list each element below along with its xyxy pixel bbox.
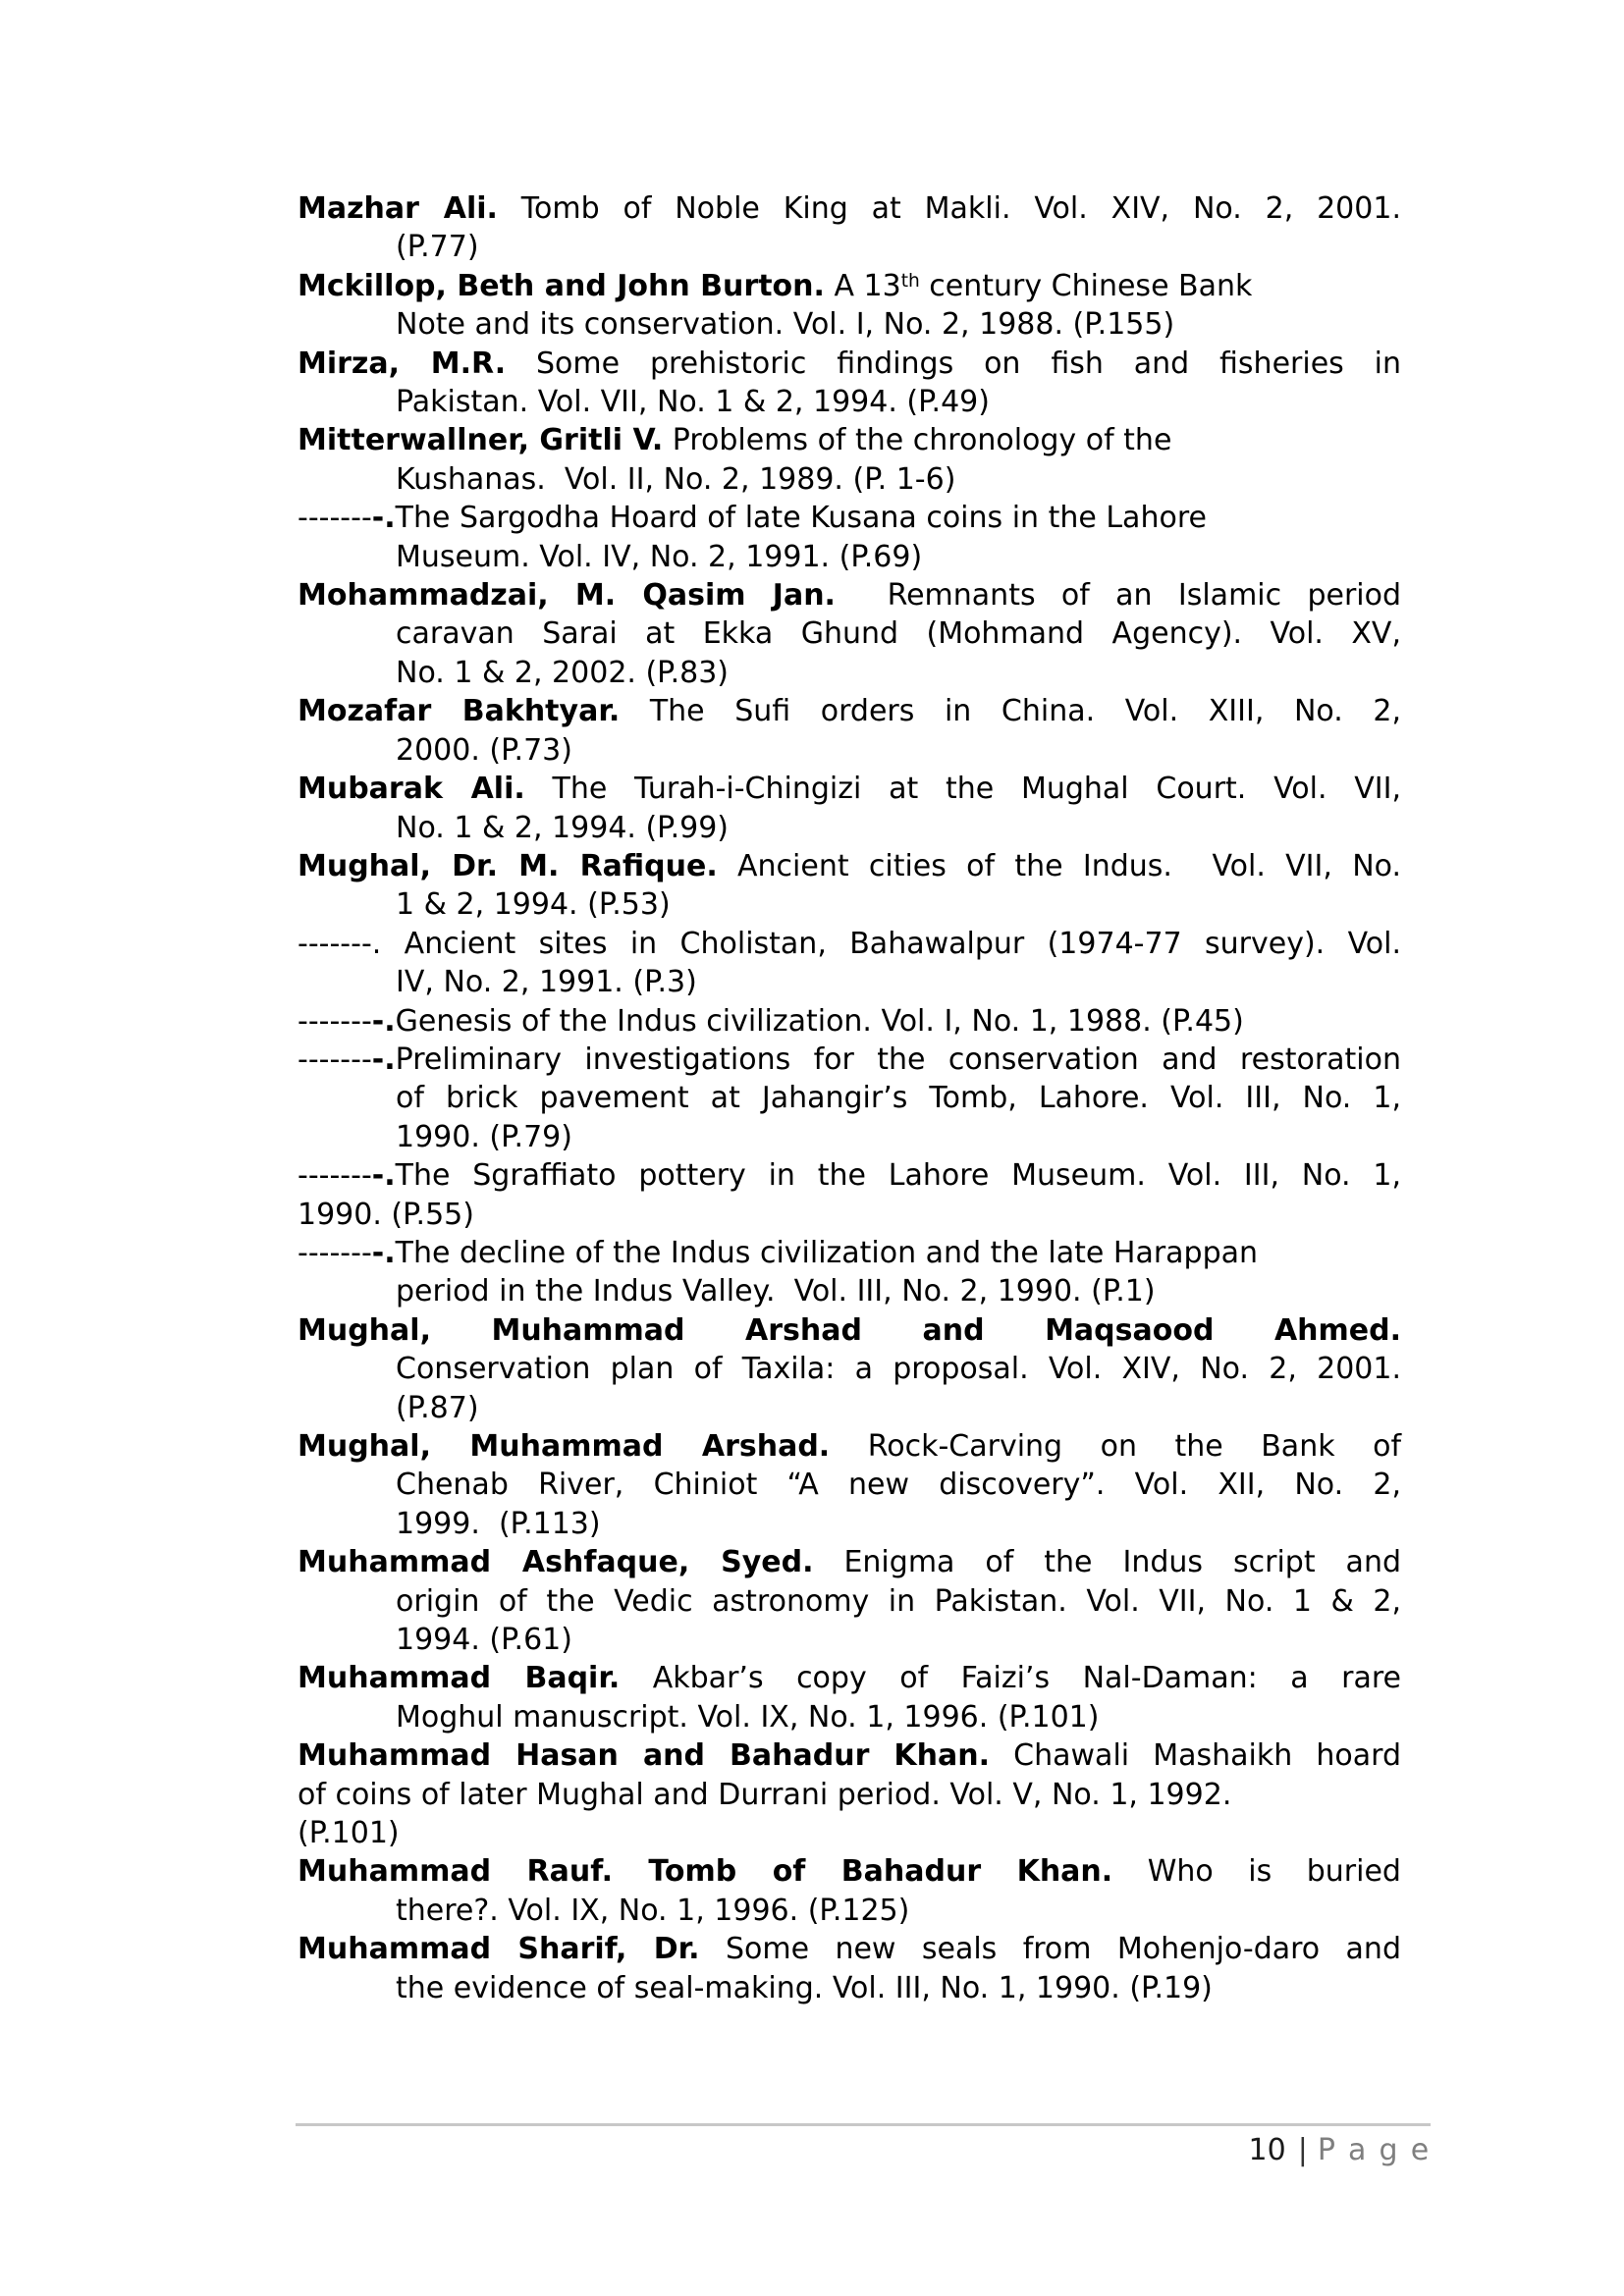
entry-line — [298, 189, 1401, 228]
entry-line — [298, 1543, 1401, 1581]
bibliography-entry — [298, 267, 1401, 345]
bibliography-entry — [298, 1311, 1401, 1427]
bibliography-entry — [298, 1930, 1401, 2007]
entry-line — [298, 305, 1401, 344]
entry-line — [298, 460, 1401, 499]
entry-body-text: 1999. (P.113) — [396, 1506, 601, 1541]
bibliography-entry — [298, 189, 1401, 267]
bibliography-entry — [298, 1736, 1401, 1852]
entry-line — [298, 1505, 1401, 1543]
bibliography-entry — [298, 1234, 1401, 1311]
entry-body-text: The Turah-i-Chingizi at the Mughal Court. Vol. VII, — [524, 772, 1402, 807]
entry-body-text: ------- — [298, 1158, 372, 1194]
entry-line — [298, 654, 1401, 692]
entry-body-text: origin of the Vedic astronomy in Pakistan. Vol. VII, No. 1 & 2, — [396, 1583, 1401, 1619]
entry-body-text: Moghul manuscript. Vol. IX, No. 1, 1996. (P.101) — [396, 1699, 1100, 1735]
entry-line — [298, 614, 1401, 653]
entry-body-text: of coins of later Mughal and Durrani period. Vol. V, No. 1, 1992. — [298, 1777, 1232, 1812]
entry-author-text: Muhammad Baqir. — [298, 1661, 621, 1696]
entry-author-text: Mitterwallner, Gritli V. — [298, 423, 664, 458]
entry-line — [298, 1311, 1401, 1350]
entry-author-text: Mughal, Muhammad Arshad. — [298, 1429, 831, 1464]
entry-author-text: Mughal, Muhammad Arshad and Maqsaood Ahmed. — [298, 1312, 1401, 1348]
entry-line — [298, 1814, 1401, 1852]
entry-body-text: Chawali Mashaikh hoard — [990, 1738, 1401, 1774]
entry-body-text: period in the Indus Valley. Vol. III, No. 2, 1990. (P.1) — [396, 1274, 1156, 1309]
entry-line — [298, 692, 1401, 730]
footer-rule — [296, 2123, 1431, 2126]
entry-body-text: there?. Vol. IX, No. 1, 1996. (P.125) — [396, 1893, 910, 1928]
entry-body-text: IV, No. 2, 1991. (P.3) — [396, 965, 697, 1000]
entry-line — [298, 1698, 1401, 1736]
entry-body-text: Kushanas. Vol. II, No. 2, 1989. (P. 1-6) — [396, 461, 956, 497]
entry-line — [298, 1350, 1401, 1388]
entry-author-text: Muhammad Hasan and Bahadur Khan. — [298, 1738, 991, 1774]
entry-body-text: ------- — [298, 1041, 372, 1077]
entry-body-text: ------- — [298, 1235, 372, 1270]
entry-author-text: Mubarak Ali. — [298, 772, 525, 807]
entry-body-text: Remnants of an Islamic period — [835, 578, 1402, 614]
entry-line — [298, 1002, 1401, 1041]
bibliography-entry — [298, 1543, 1401, 1659]
bibliography-entry — [298, 421, 1401, 499]
entry-line — [298, 1892, 1401, 1930]
entry-line — [298, 1930, 1401, 1968]
footer-page-number: 10 — [1248, 2133, 1286, 2167]
bibliography-entries — [298, 189, 1401, 2007]
superscript-text: th — [900, 270, 920, 292]
entry-line — [298, 1852, 1401, 1891]
entry-body-text: 1 & 2, 1994. (P.53) — [396, 887, 671, 923]
entry-body-text: Pakistan. Vol. VII, No. 1 & 2, 1994. (P.49) — [396, 385, 990, 420]
entry-body-text: The Sgraffiato pottery in the Lahore Museum. Vol. III, No. 1, — [395, 1158, 1401, 1194]
entry-body-text: caravan Sarai at Ekka Ghund (Mohmand Agency). Vol. XV, — [396, 616, 1401, 652]
entry-body-text: Tomb of Noble King at Makli. Vol. XIV, No. 2, 2001. — [497, 191, 1401, 226]
entry-body-text: the evidence of seal-making. Vol. III, No. 1, 1990. (P.19) — [396, 1970, 1213, 2005]
entry-body-text: No. 1 & 2, 2002. (P.83) — [396, 655, 730, 690]
footer-separator: | — [1297, 2133, 1308, 2167]
entry-author-text: Mckillop, Beth and John Burton. — [298, 268, 825, 303]
entry-author-text: Mirza, M.R. — [298, 346, 507, 381]
entry-line — [298, 1041, 1401, 1079]
bibliography-entry — [298, 1041, 1401, 1156]
entry-line — [298, 421, 1401, 459]
entry-line — [298, 1389, 1401, 1427]
entry-body-text: A 13 — [824, 268, 901, 303]
entry-line — [298, 1272, 1401, 1310]
entry-line — [298, 1234, 1401, 1272]
entry-line — [298, 847, 1401, 885]
entry-body-text: Problems of the chronology of the — [663, 423, 1172, 458]
entry-line — [298, 1582, 1401, 1621]
entry-body-text: Note and its conservation. Vol. I, No. 2, 1988. (P.155) — [396, 307, 1175, 343]
bibliography-entry — [298, 1427, 1401, 1543]
entry-author-text: Muhammad Rauf. Tomb of Bahadur Khan. — [298, 1854, 1113, 1890]
entry-body-text: (P.77) — [396, 230, 479, 265]
entry-body-text: Preliminary investigations for the conservation and restoration — [395, 1041, 1401, 1077]
entry-line — [298, 383, 1401, 421]
entry-line — [298, 809, 1401, 847]
entry-body-text: The Sufi orders in China. Vol. XIII, No. 2, — [620, 694, 1401, 729]
entry-body-text: Genesis of the Indus civilization. Vol. I, No. 1, 1988. (P.45) — [395, 1003, 1244, 1039]
entry-body-text: 1994. (P.61) — [396, 1623, 572, 1658]
entry-body-text: ------- — [298, 501, 372, 536]
entry-body-text: -------. Ancient sites in Cholistan, Bahawalpur (1974-77 survey). Vol. — [298, 926, 1401, 961]
bibliography-entry — [298, 1156, 1401, 1234]
page-footer — [296, 2132, 1431, 2169]
entry-body-text: century Chinese Bank — [919, 268, 1253, 303]
bibliography-entry — [298, 692, 1401, 770]
bibliography-entry — [298, 1659, 1401, 1736]
entry-line — [298, 576, 1401, 614]
entry-author-text: Muhammad Sharif, Dr. — [298, 1932, 700, 1967]
entry-body-text: Conservation plan of Taxila: a proposal. Vol. XIV, No. 2, 2001. — [396, 1352, 1401, 1387]
bibliography-entry — [298, 847, 1401, 925]
entry-author-text: Mozafar Bakhtyar. — [298, 694, 621, 729]
entry-body-text: Enigma of the Indus script and — [813, 1545, 1401, 1580]
entry-body-text: ------- — [298, 1003, 372, 1039]
entry-line — [298, 267, 1401, 305]
entry-line — [298, 1466, 1401, 1504]
entry-line — [298, 228, 1401, 266]
entry-body-text: of brick pavement at Jahangir’s Tomb, Lahore. Vol. III, No. 1, — [396, 1081, 1401, 1116]
entry-body-text: (P.101) — [298, 1816, 400, 1851]
entry-author-text: -. — [371, 501, 396, 536]
entry-line — [298, 1776, 1401, 1814]
entry-body-text: No. 1 & 2, 1994. (P.99) — [396, 810, 730, 845]
entry-author-text: Muhammad Ashfaque, Syed. — [298, 1545, 814, 1580]
bibliography-entry — [298, 499, 1401, 576]
entry-line — [298, 770, 1401, 808]
entry-line — [298, 1736, 1401, 1775]
bibliography-entry — [298, 1002, 1401, 1041]
entry-author-text: -. — [371, 1003, 396, 1039]
entry-line — [298, 345, 1401, 383]
entry-body-text: Museum. Vol. IV, No. 2, 1991. (P.69) — [396, 539, 923, 574]
entry-body-text: Some prehistoric findings on fish and fisheries in — [506, 346, 1402, 381]
entry-author-text: -. — [371, 1235, 396, 1270]
entry-body-text: The Sargodha Hoard of late Kusana coins in the Lahore — [395, 501, 1207, 536]
bibliography-entry — [298, 345, 1401, 422]
entry-body-text: 2000. (P.73) — [396, 732, 572, 768]
entry-body-text: Chenab River, Chiniot “A new discovery”. Vol. XII, No. 2, — [396, 1468, 1401, 1503]
footer-page-label: P a g e — [1317, 2133, 1431, 2167]
entry-line — [298, 499, 1401, 537]
entry-line — [298, 885, 1401, 924]
entry-line — [298, 1621, 1401, 1659]
entry-line — [298, 1156, 1401, 1195]
entry-line — [298, 963, 1401, 1001]
entry-line — [298, 1196, 1401, 1234]
entry-line — [298, 1079, 1401, 1117]
entry-line — [298, 731, 1401, 770]
entry-author-text: Mughal, Dr. M. Rafique. — [298, 848, 718, 883]
entry-body-text: (P.87) — [396, 1390, 479, 1425]
entry-line — [298, 1427, 1401, 1466]
entry-line — [298, 1118, 1401, 1156]
entry-line — [298, 1659, 1401, 1697]
entry-line — [298, 1969, 1401, 2007]
bibliography-entry — [298, 770, 1401, 847]
entry-body-text: Who is buried — [1112, 1854, 1401, 1890]
entry-author-text: Mazhar Ali. — [298, 191, 498, 226]
bibliography-entry — [298, 925, 1401, 1002]
entry-line — [298, 538, 1401, 576]
entry-body-text: The decline of the Indus civilization and the late Harappan — [395, 1235, 1259, 1270]
entry-body-text: 1990. (P.79) — [396, 1119, 572, 1154]
entry-body-text: Some new seals from Mohenjo-daro and — [699, 1932, 1401, 1967]
entry-body-text: 1990. (P.55) — [298, 1197, 474, 1232]
entry-line — [298, 925, 1401, 963]
bibliography-entry — [298, 1852, 1401, 1930]
entry-body-text: Akbar’s copy of Faizi’s Nal-Daman: a rare — [620, 1661, 1401, 1696]
entry-body-text: Rock-Carving on the Bank of — [830, 1429, 1402, 1464]
bibliography-entry — [298, 576, 1401, 692]
entry-author-text: -. — [371, 1041, 396, 1077]
entry-author-text: -. — [371, 1158, 396, 1194]
entry-body-text: Ancient cities of the Indus. Vol. VII, No. — [717, 848, 1401, 883]
entry-author-text: Mohammadzai, M. Qasim Jan. — [298, 578, 836, 614]
